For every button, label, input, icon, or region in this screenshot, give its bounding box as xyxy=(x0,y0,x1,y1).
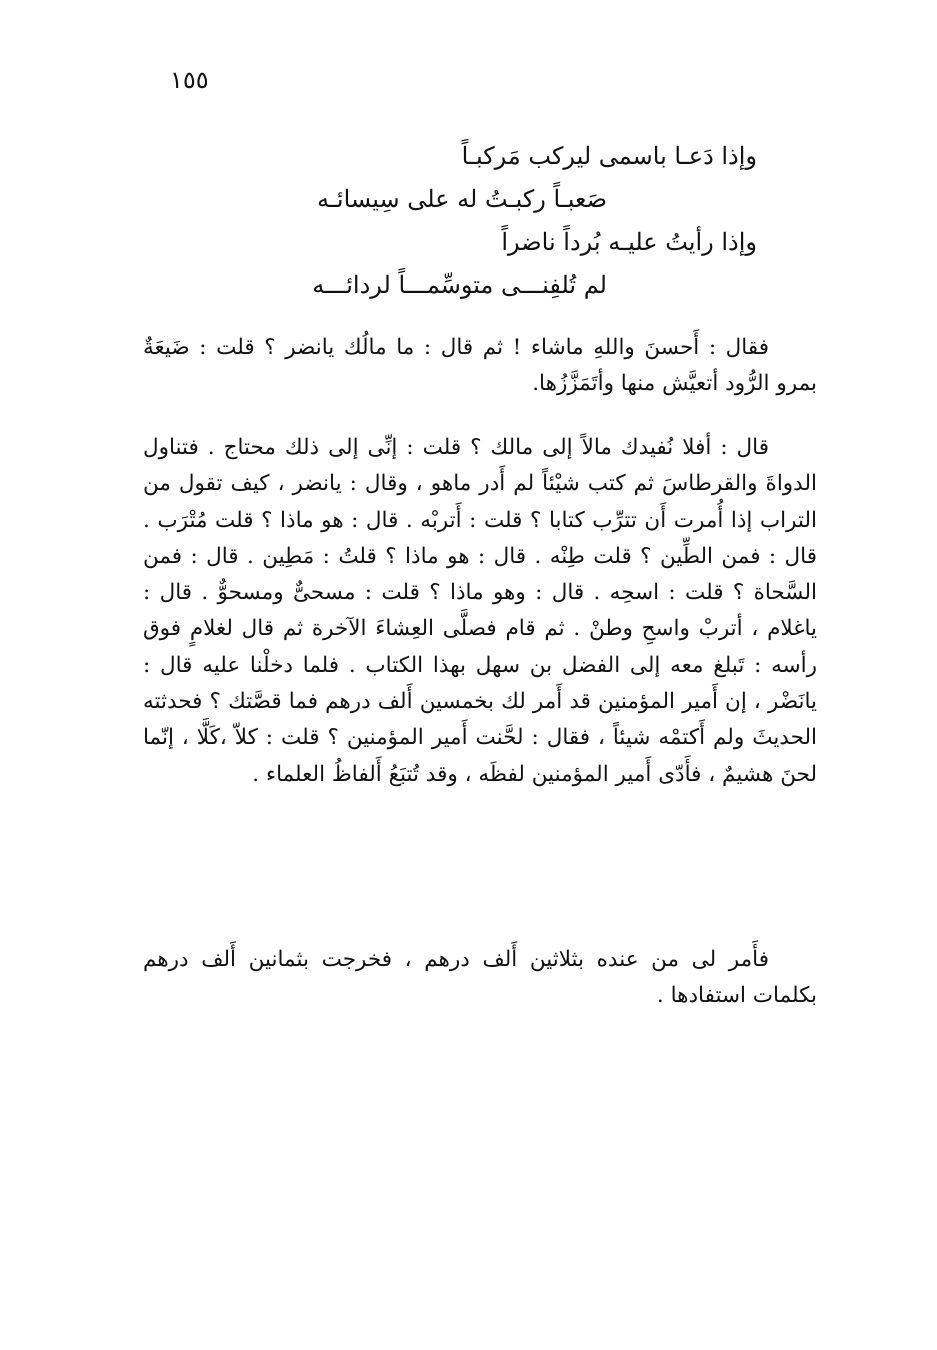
poem-line: وإذا رأيتُ عليـه بُرداً ناضراً xyxy=(501,228,757,256)
paragraph: قال : أفلا نُفيدك مالاً إلى مالك ؟ قلت : إنِّى إلى ذلك محتاج . فتناول الدواةَ والقرطاسَ ثم كتب شيْئاً لم أَدر ماهو ، وقال : يانضر ، كيف تقول من التراب إذا أُمرت أَن تترِّب كتابا ؟ قلت : أَتربْه . قال : هو ماذا ؟ قلت مُتْرَب . قال : فمن الطِّين ؟ قلت طِنْه . قال : هو ماذا ؟ قلتُ : مَطِين . قال : فمن السَّحاة ؟ قلت : اسحِه . قال : وهو ماذا ؟ قلت : مسحىٌّ ومسحوٌّ . قال : ياغلام ، أتربْ واسحِ وطنْ . ثم قام فصلَّى العِشاءَ الآخرة ثم قال لغلامٍ فوق رأسه : تَبلغ معه إلى الفضل بن سهل بهذا الكتاب . فلما دخلْنا عليه قال : يانَضْر ، إن أَمير المؤمنين قد أَمر لك بخمسين أَلف درهم فما قصَّتك ؟ فحدثته الحديثَ ولم أَكتمْه شيئاً ، فقال : لحَّنت أَمير المؤمنين ؟ قلت : كلاّ ،كَلَّا ، إنّما لحنَ هشيمٌ ، فأَدّى أَمير المؤمنين لفظَه ، وقد تُتبَعُ أَلفاظُ العلماء . xyxy=(143,435,817,787)
poem-line: صَعبـاً ركبـتُ له على سِيسائـه xyxy=(316,185,607,213)
paragraph: فقال : أَحسنَ واللهِ ماشاء ! ثم قال : ما مالُك يانضر ؟ قلت : ضَيعَةٌ بمرو الرُّود أتعيَّش منها وأتَمَزَّزُها. xyxy=(143,335,817,397)
poem-line: وإذا دَعـا باسمى ليركب مَركبـاً xyxy=(461,142,757,170)
paragraph: فأَمر لى من عنده بثلاثين أَلف درهم ، فخرجت بثمانين أَلف درهم بكلمات استفادها . xyxy=(143,947,817,1009)
page-number: ١٥٥ xyxy=(170,66,209,94)
poem-line: لم تُلفِنـــى متوسِّمـــاً لردائـــه xyxy=(312,271,607,299)
